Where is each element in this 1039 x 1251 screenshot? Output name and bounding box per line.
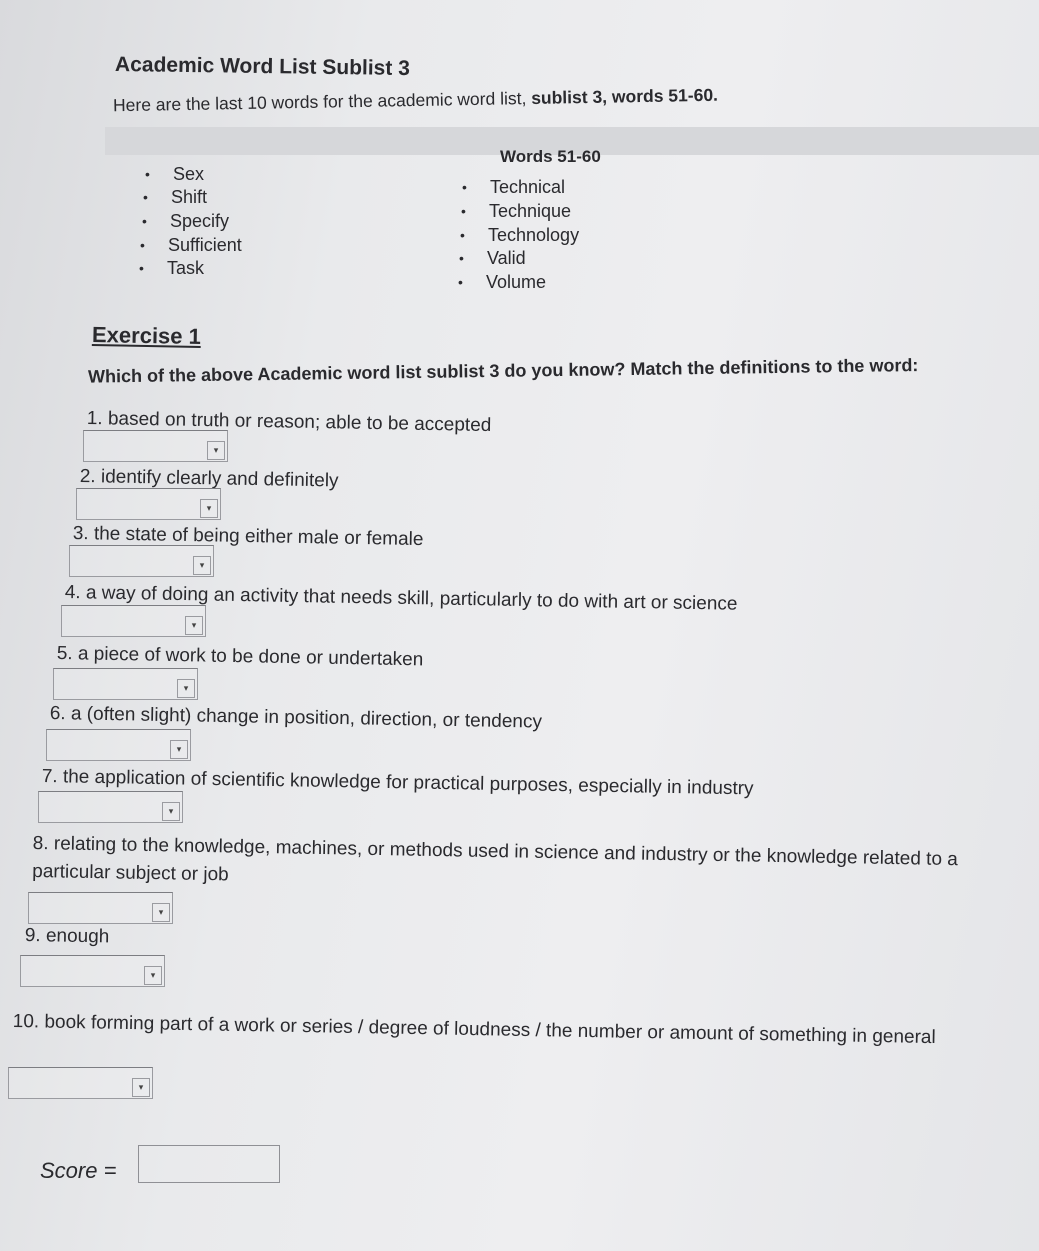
answer-dropdown-1[interactable] (83, 430, 228, 462)
page-title: Academic Word List Sublist 3 (114, 52, 410, 81)
definition-9: 9. enough (24, 925, 110, 948)
chevron-down-icon[interactable]: ▾ (170, 740, 188, 759)
definition-6: 6. a (often slight) change in position, direction, or tendency (49, 703, 543, 733)
chevron-down-icon[interactable]: ▾ (144, 966, 162, 985)
exercise-title: Exercise 1 (91, 322, 202, 349)
chevron-down-icon[interactable]: ▾ (132, 1078, 150, 1097)
answer-dropdown-3[interactable] (69, 545, 214, 577)
chevron-down-icon[interactable]: ▾ (185, 616, 203, 635)
answer-dropdown-4[interactable] (61, 605, 206, 637)
chevron-down-icon[interactable]: ▾ (207, 441, 225, 460)
word-list-item: • Sufficient (168, 235, 242, 256)
answer-dropdown-10[interactable] (8, 1067, 153, 1099)
word-list-item: • Volume (486, 272, 546, 293)
subtitle-bold: sublist 3, words 51-60. (531, 84, 719, 108)
answer-dropdown-9[interactable] (20, 955, 165, 987)
chevron-down-icon[interactable]: ▾ (162, 802, 180, 821)
answer-dropdown-6[interactable] (46, 729, 191, 761)
chevron-down-icon[interactable]: ▾ (177, 679, 195, 698)
definition-7: 7. the application of scientific knowledge for practical purposes, especially in industry (41, 766, 754, 800)
chevron-down-icon[interactable]: ▾ (193, 556, 211, 575)
word-list-item: • Technology (488, 225, 579, 246)
word-list-item: • Technique (489, 201, 571, 222)
word-list-item: • Technical (490, 177, 565, 198)
definition-2: 2. identify clearly and definitely (79, 466, 339, 492)
chevron-down-icon[interactable]: ▾ (152, 903, 170, 922)
word-list-item: • Sex (173, 164, 204, 185)
subtitle (113, 85, 718, 117)
words-heading: Words 51-60 (500, 147, 601, 166)
word-list-item: • Task (167, 258, 204, 279)
exercise-question: Which of the above Academic word list sublist 3 do you know? Match the definitions to the word: (87, 355, 919, 387)
word-list-item: • Shift (171, 187, 207, 208)
subtitle-text: Here are the last 10 words for the academic word list, (112, 87, 532, 116)
word-list-item: • Specify (170, 211, 229, 232)
chevron-down-icon[interactable]: ▾ (200, 499, 218, 518)
score-label: Score = (40, 1158, 117, 1183)
score-input[interactable] (138, 1145, 280, 1183)
definition-3: 3. the state of being either male or female (72, 523, 424, 551)
definition-10: 10. book forming part of a work or series / degree of loudness / the number or amount of something in general (12, 1010, 936, 1049)
word-list-item: • Valid (487, 248, 526, 269)
answer-dropdown-7[interactable] (38, 791, 183, 823)
definition-5: 5. a piece of work to be done or undertaken (56, 643, 424, 671)
answer-dropdown-5[interactable] (53, 668, 198, 700)
definition-1: 1. based on truth or reason; able to be accepted (86, 408, 492, 437)
answer-dropdown-2[interactable] (76, 488, 221, 520)
definition-8: 8. relating to the knowledge, machines, or methods used in science and industry or the knowledge related to a particular subject or job (32, 832, 959, 886)
definition-4: 4. a way of doing an activity that needs skill, particularly to do with art or science (64, 582, 738, 615)
answer-dropdown-8[interactable] (28, 892, 173, 924)
